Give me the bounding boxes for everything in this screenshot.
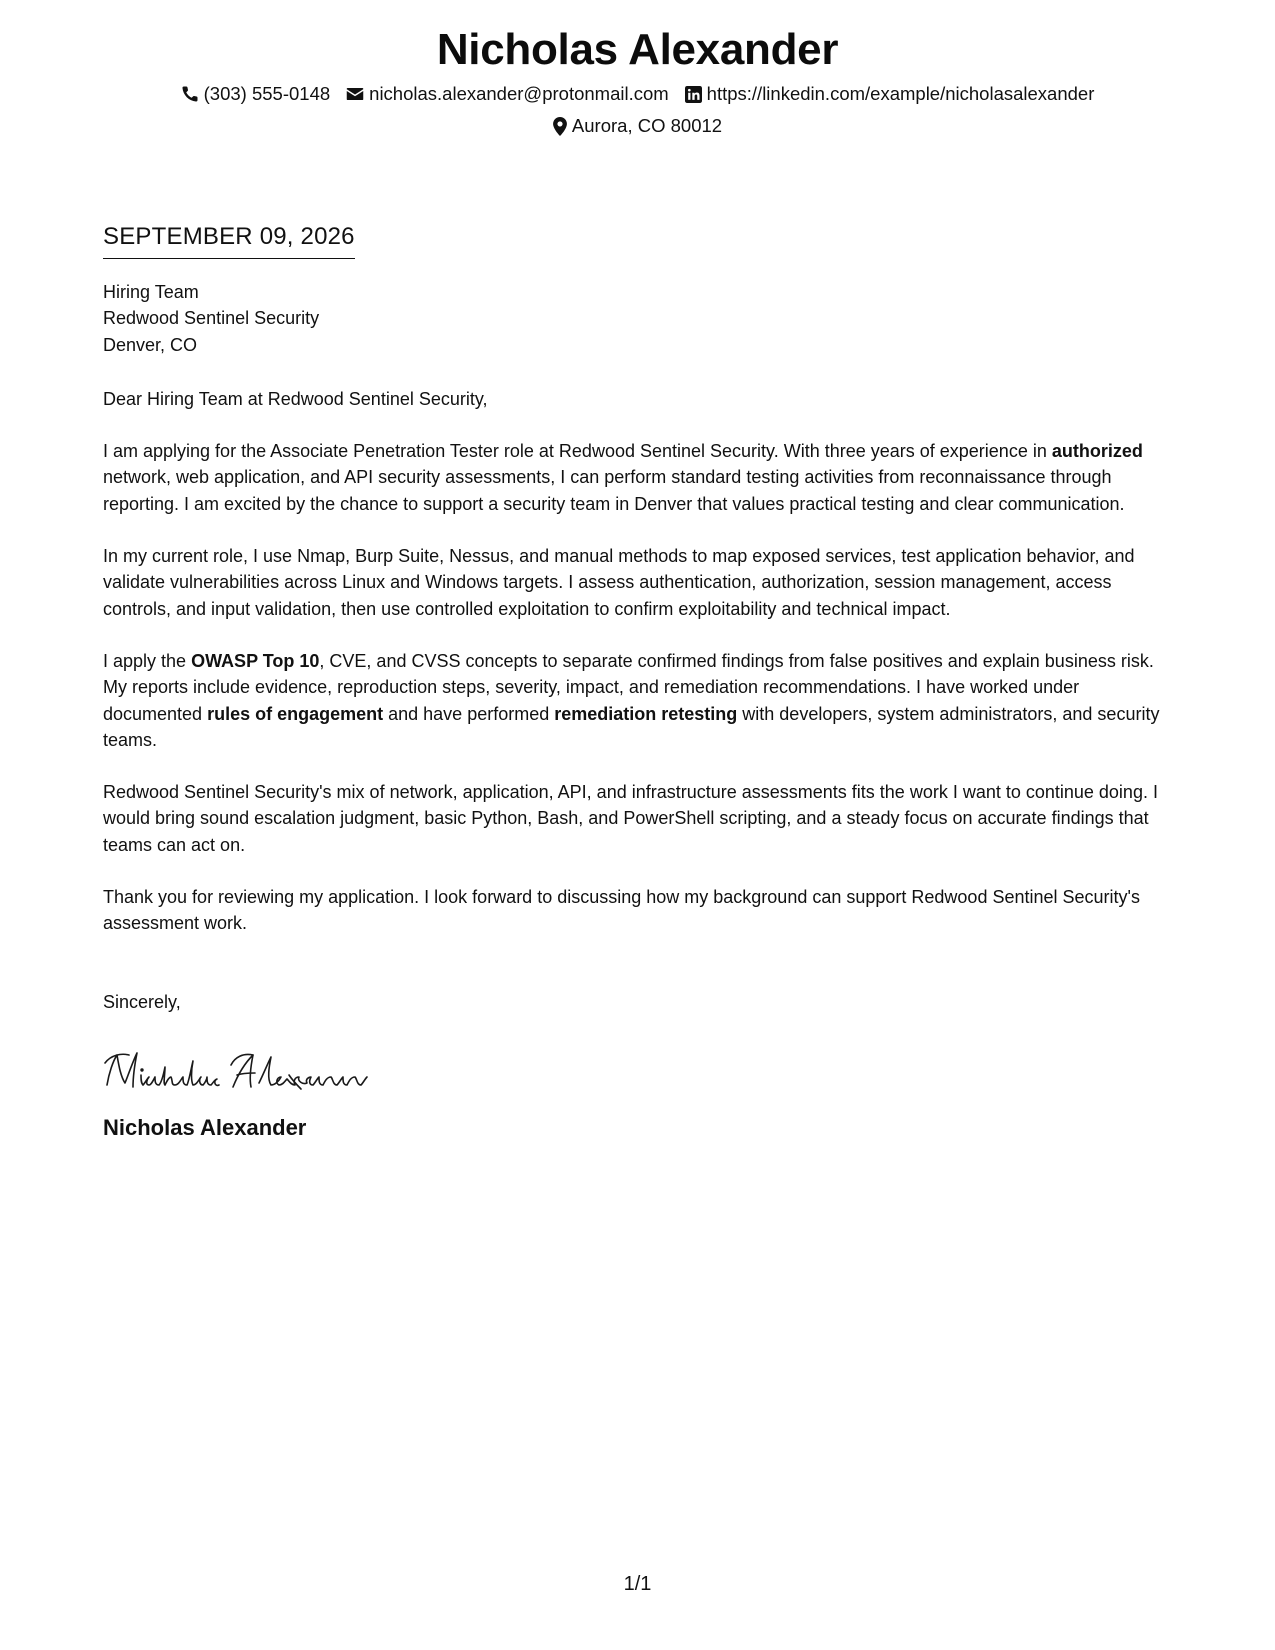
salutation: Dear Hiring Team at Redwood Sentinel Security, <box>103 388 488 409</box>
phone-text: (303) 555-0148 <box>203 83 331 104</box>
handwritten-signature <box>103 1045 373 1097</box>
recipient-line: Denver, CO <box>103 334 198 355</box>
map-marker-icon <box>553 117 567 136</box>
closing: Sincerely, <box>103 991 181 1012</box>
contact-row-primary <box>0 78 1275 110</box>
recipient-line: Hiring Team <box>103 282 199 302</box>
bold-term: OWASP Top 10 <box>191 650 320 671</box>
paragraph-experience: In my current role, I use Nmap, Burp Suite, Nessus, and manual methods to map exposed services, test application behavior, and validate vulnerabilities across Linux and Windows targets. I assess authentication, authorization, session management, access controls, and input validation, then use controlled exploitation to confirm exploitability and technical impact. <box>103 546 1135 619</box>
applicant-name: Nicholas Alexander <box>436 25 839 74</box>
location-text: Aurora, CO 80012 <box>571 115 723 136</box>
letter-body <box>103 220 1178 1143</box>
linkedin-icon <box>685 86 702 103</box>
contact-linkedin[interactable] <box>685 78 1095 110</box>
letter-date: SEPTEMBER 09, 2026 <box>103 220 355 259</box>
paragraph-methodology <box>103 648 1178 753</box>
paragraph-thanks: Thank you for reviewing my application. I look forward to discussing how my background can support Redwood Sentinel Security's assessment work. <box>103 887 1140 934</box>
paragraph-text: I apply the <box>103 650 192 671</box>
signer-name: Nicholas Alexander <box>103 1114 307 1140</box>
phone-icon <box>181 85 199 103</box>
paragraph-text: and have performed <box>383 703 555 724</box>
paragraph-text: , CVE, and CVSS concepts to separate confirmed findings from false positives and explain business risk. My reports include evidence, reproduction steps, severity, impact, and remediation recommendations. I have worked under documented <box>103 650 1154 724</box>
paragraph-text: I am applying for the Associate Penetration Tester role at Redwood Sentinel Security. With three years of experience in <box>103 441 1052 462</box>
paragraph-intro <box>103 438 1178 517</box>
recipient-line: Redwood Sentinel Security <box>103 308 320 329</box>
paragraph-text: with developers, system administrators, and security teams. <box>103 703 1160 750</box>
letter-header <box>0 22 1275 142</box>
email-text[interactable]: nicholas.alexander@protonmail.com <box>369 83 669 104</box>
contact-location <box>553 110 722 142</box>
recipient-block <box>103 279 1178 358</box>
bold-term: remediation retesting <box>554 703 738 724</box>
contact-row-secondary <box>0 110 1275 142</box>
bold-term: rules of engagement <box>207 703 384 724</box>
linkedin-text[interactable]: https://linkedin.com/example/nicholasalexander <box>706 83 1095 104</box>
bold-term: authorized <box>1051 441 1143 462</box>
page-number: 1/1 <box>623 1573 652 1595</box>
envelope-icon <box>346 86 364 102</box>
contact-phone <box>181 78 331 110</box>
paragraph-fit: Redwood Sentinel Security's mix of network, application, API, and infrastructure assessments fits the work I want to continue doing. I would bring sound escalation judgment, basic Python, Bash, and PowerShell scripting, and a steady focus on accurate findings that teams can act on. <box>103 782 1158 855</box>
contact-email[interactable] <box>346 78 669 110</box>
paragraph-text: network, web application, and API security assessments, I can perform standard testing activities from reconnaissance through reporting. I am excited by the chance to support a security team in Denver that values practical testing and clear communication. <box>103 467 1125 514</box>
